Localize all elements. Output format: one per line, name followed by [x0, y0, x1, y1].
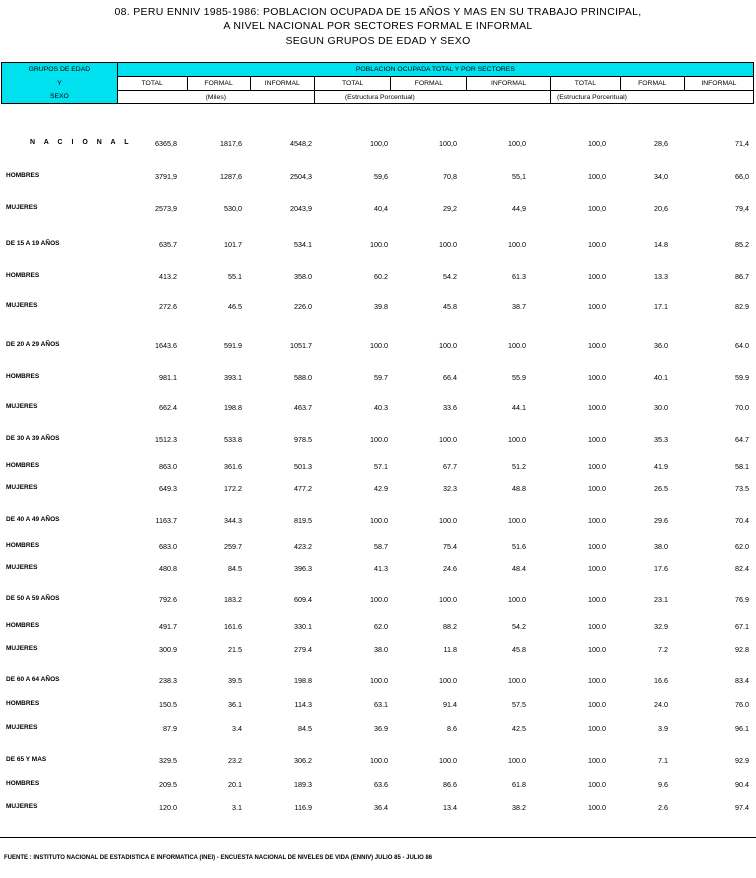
- row-value: 480.8: [159, 564, 177, 573]
- table-row: [0, 540, 756, 556]
- row-value: 100,0: [508, 139, 526, 148]
- row-value: 100.0: [508, 676, 526, 685]
- row-value: 393.1: [224, 373, 242, 382]
- row-value: 36.1: [228, 700, 242, 709]
- row-value: 1163.7: [155, 516, 177, 525]
- row-value: 101.7: [224, 240, 242, 249]
- row-value: 62.0: [735, 542, 749, 551]
- row-value: 100.0: [370, 240, 388, 249]
- row-value: 501.3: [294, 462, 312, 471]
- row-value: 819.5: [294, 516, 312, 525]
- row-label: N A C I O N A L: [30, 139, 133, 146]
- row-label: DE 20 A 29 AÑOS: [6, 341, 60, 348]
- table-row: [0, 482, 756, 498]
- row-value: 7.2: [658, 645, 668, 654]
- row-label: MUJERES: [6, 645, 38, 652]
- row-value: 2504,3: [290, 172, 312, 181]
- row-label: MUJERES: [6, 724, 38, 731]
- row-label: HOMBRES: [6, 622, 40, 629]
- row-label: MUJERES: [6, 403, 38, 410]
- row-value: 358.0: [294, 272, 312, 281]
- row-value: 44.1: [512, 403, 526, 412]
- row-value: 58.7: [374, 542, 388, 551]
- row-value: 3.9: [658, 724, 668, 733]
- row-value: 14.8: [654, 240, 668, 249]
- row-value: 90.4: [735, 780, 749, 789]
- row-value: 172.2: [224, 484, 242, 493]
- row-value: 79,4: [735, 204, 749, 213]
- header-col-5: FORMAL: [391, 77, 467, 91]
- row-value: 209.5: [159, 780, 177, 789]
- title-line-1: 08. PERU ENNIV 1985-1986: POBLACION OCUPADA DE 15 AÑOS Y MAS EN SU TRABAJO PRINCIPAL,: [114, 6, 642, 18]
- row-value: 683.0: [159, 542, 177, 551]
- row-value: 66.4: [443, 373, 457, 382]
- row-value: 40.3: [374, 403, 388, 412]
- row-value: 300.9: [159, 645, 177, 654]
- table-row: [0, 722, 756, 738]
- header-corner-1: GRUPOS DE EDAD: [2, 63, 118, 77]
- row-value: 88.2: [443, 622, 457, 631]
- row-value: 100.0: [588, 645, 606, 654]
- row-value: 4548,2: [290, 139, 312, 148]
- header-col-4: TOTAL: [314, 77, 391, 91]
- row-value: 64.7: [735, 435, 749, 444]
- row-value: 54.2: [443, 272, 457, 281]
- row-value: 100.0: [439, 516, 457, 525]
- row-value: 100,0: [588, 172, 606, 181]
- table-header: [1, 62, 754, 104]
- row-value: 396.3: [294, 564, 312, 573]
- row-value: 59.9: [735, 373, 749, 382]
- row-value: 36.9: [374, 724, 388, 733]
- row-value: 84.5: [228, 564, 242, 573]
- header-span-title: POBLACION OCUPADA TOTAL Y POR SECTORES: [117, 63, 753, 77]
- table-row: [0, 339, 756, 355]
- row-value: 64.0: [735, 341, 749, 350]
- row-value: 100.0: [439, 341, 457, 350]
- row-value: 38.0: [374, 645, 388, 654]
- row-label: MUJERES: [6, 302, 38, 309]
- row-value: 100,0: [588, 139, 606, 148]
- row-value: 329.5: [159, 756, 177, 765]
- header-corner-2: Y: [2, 77, 118, 91]
- row-value: 26.5: [654, 484, 668, 493]
- row-value: 120.0: [159, 803, 177, 812]
- row-value: 28,6: [654, 139, 668, 148]
- table-row: [0, 562, 756, 578]
- row-value: 61.8: [512, 780, 526, 789]
- row-value: 100.0: [508, 240, 526, 249]
- row-value: 30.0: [654, 403, 668, 412]
- row-value: 259.7: [224, 542, 242, 551]
- row-value: 100.0: [508, 341, 526, 350]
- row-value: 55.9: [512, 373, 526, 382]
- row-value: 100.0: [588, 622, 606, 631]
- row-value: 97.4: [735, 803, 749, 812]
- row-value: 361.6: [224, 462, 242, 471]
- table-row: [0, 137, 756, 153]
- row-value: 83.4: [735, 676, 749, 685]
- title-line-3: SEGUN GRUPOS DE EDAD Y SEXO: [285, 35, 471, 47]
- table-row: [0, 801, 756, 817]
- footer-divider: [0, 837, 756, 838]
- row-label: MUJERES: [6, 564, 38, 571]
- row-value: 100.0: [508, 516, 526, 525]
- row-value: 76.0: [735, 700, 749, 709]
- row-value: 238.3: [159, 676, 177, 685]
- row-value: 41.9: [654, 462, 668, 471]
- row-value: 100.0: [439, 435, 457, 444]
- row-value: 57.1: [374, 462, 388, 471]
- row-value: 13.3: [654, 272, 668, 281]
- row-value: 59.7: [374, 373, 388, 382]
- row-value: 423.2: [294, 542, 312, 551]
- row-value: 635.7: [159, 240, 177, 249]
- row-label: HOMBRES: [6, 373, 40, 380]
- row-label: DE 15 A 19 AÑOS: [6, 240, 60, 247]
- row-value: 100.0: [588, 803, 606, 812]
- row-value: 100.0: [439, 595, 457, 604]
- row-value: 59,6: [374, 172, 388, 181]
- table-row: [0, 300, 756, 316]
- row-value: 51.6: [512, 542, 526, 551]
- row-value: 100.0: [439, 676, 457, 685]
- table-row: [0, 460, 756, 476]
- row-value: 100.0: [588, 516, 606, 525]
- row-value: 92.9: [735, 756, 749, 765]
- row-value: 100.0: [370, 516, 388, 525]
- row-value: 662.4: [159, 403, 177, 412]
- row-value: 76.9: [735, 595, 749, 604]
- row-value: 863.0: [159, 462, 177, 471]
- row-value: 45.8: [443, 302, 457, 311]
- row-label: MUJERES: [6, 803, 38, 810]
- row-value: 82.4: [735, 564, 749, 573]
- row-value: 57.5: [512, 700, 526, 709]
- row-value: 33.6: [443, 403, 457, 412]
- row-value: 100.0: [370, 595, 388, 604]
- table-row: [0, 202, 756, 218]
- row-value: 9.6: [658, 780, 668, 789]
- row-value: 55,1: [512, 172, 526, 181]
- row-value: 981.1: [159, 373, 177, 382]
- table-row: [0, 643, 756, 659]
- row-value: 20,6: [654, 204, 668, 213]
- row-value: 84.5: [298, 724, 312, 733]
- row-value: 306.2: [294, 756, 312, 765]
- row-value: 17.1: [654, 302, 668, 311]
- table-row: [0, 170, 756, 186]
- row-value: 1817,6: [220, 139, 242, 148]
- row-value: 38.0: [654, 542, 668, 551]
- row-value: 36.4: [374, 803, 388, 812]
- row-value: 40,4: [374, 204, 388, 213]
- row-value: 100.0: [439, 756, 457, 765]
- row-value: 591.9: [224, 341, 242, 350]
- row-value: 272.6: [159, 302, 177, 311]
- row-value: 91.4: [443, 700, 457, 709]
- row-value: 20.1: [228, 780, 242, 789]
- row-value: 24.6: [443, 564, 457, 573]
- row-value: 85.2: [735, 240, 749, 249]
- row-value: 46.5: [228, 302, 242, 311]
- row-value: 34,0: [654, 172, 668, 181]
- header-col-2: FORMAL: [187, 77, 250, 91]
- table-row: [0, 401, 756, 417]
- row-value: 100.0: [370, 341, 388, 350]
- row-value: 55.1: [228, 272, 242, 281]
- row-value: 100.0: [439, 240, 457, 249]
- row-label: HOMBRES: [6, 542, 40, 549]
- row-value: 100.0: [508, 595, 526, 604]
- row-value: 100.0: [588, 595, 606, 604]
- row-value: 114.3: [294, 700, 312, 709]
- row-value: 8.6: [447, 724, 457, 733]
- table-row: [0, 778, 756, 794]
- row-value: 588.0: [294, 373, 312, 382]
- row-value: 1051.7: [290, 341, 312, 350]
- table-row: [0, 754, 756, 770]
- table-row: [0, 674, 756, 690]
- table-row: [0, 433, 756, 449]
- row-value: 100.0: [370, 435, 388, 444]
- header-unit-pct-1: (Estructura Porcentual): [314, 91, 550, 104]
- row-label: HOMBRES: [6, 462, 40, 469]
- row-value: 3791,9: [155, 172, 177, 181]
- row-label: DE 40 A 49 AÑOS: [6, 516, 60, 523]
- row-value: 2043,9: [290, 204, 312, 213]
- row-value: 1287,6: [220, 172, 242, 181]
- table-row: [0, 593, 756, 609]
- row-value: 100.0: [588, 484, 606, 493]
- row-value: 70.4: [735, 516, 749, 525]
- row-value: 41.3: [374, 564, 388, 573]
- row-value: 116.9: [294, 803, 312, 812]
- table-row: [0, 371, 756, 387]
- row-value: 70,8: [443, 172, 457, 181]
- row-value: 86.6: [443, 780, 457, 789]
- row-value: 100.0: [588, 780, 606, 789]
- row-value: 67.1: [735, 622, 749, 631]
- header-col-8: FORMAL: [620, 77, 684, 91]
- row-label: HOMBRES: [6, 272, 40, 279]
- table-row: [0, 270, 756, 286]
- row-value: 491.7: [159, 622, 177, 631]
- row-value: 42.9: [374, 484, 388, 493]
- row-value: 11.8: [443, 645, 457, 654]
- row-value: 609.4: [294, 595, 312, 604]
- row-value: 100.0: [370, 756, 388, 765]
- header-unit-miles: (Miles): [117, 91, 314, 104]
- title-line-2: A NIVEL NACIONAL POR SECTORES FORMAL E INFORMAL: [223, 20, 533, 32]
- row-value: 23.2: [228, 756, 242, 765]
- row-value: 38.2: [512, 803, 526, 812]
- row-value: 66,0: [735, 172, 749, 181]
- row-value: 38.7: [512, 302, 526, 311]
- row-value: 533.8: [224, 435, 242, 444]
- table-row: [0, 698, 756, 714]
- row-value: 330.1: [294, 622, 312, 631]
- row-value: 100.0: [588, 564, 606, 573]
- row-label: DE 65 Y MAS: [6, 756, 47, 763]
- header-col-9: INFORMAL: [684, 77, 753, 91]
- row-label: MUJERES: [6, 204, 38, 211]
- row-value: 44,9: [512, 204, 526, 213]
- row-value: 279.4: [294, 645, 312, 654]
- row-value: 7.1: [658, 756, 668, 765]
- row-value: 45.8: [512, 645, 526, 654]
- row-value: 100.0: [588, 373, 606, 382]
- row-value: 60.2: [374, 272, 388, 281]
- header-col-7: TOTAL: [550, 77, 620, 91]
- row-value: 100.0: [508, 756, 526, 765]
- row-value: 189.3: [294, 780, 312, 789]
- row-value: 198.8: [294, 676, 312, 685]
- row-value: 100.0: [588, 724, 606, 733]
- table-row: [0, 620, 756, 636]
- row-value: 1512.3: [155, 435, 177, 444]
- row-value: 1643.6: [155, 341, 177, 350]
- row-value: 792.6: [159, 595, 177, 604]
- row-value: 198.8: [224, 403, 242, 412]
- row-value: 226.0: [294, 302, 312, 311]
- header-col-3: INFORMAL: [250, 77, 314, 91]
- row-value: 463.7: [294, 403, 312, 412]
- row-value: 150.5: [159, 700, 177, 709]
- row-value: 100.0: [588, 435, 606, 444]
- row-value: 3.4: [232, 724, 242, 733]
- row-value: 2573,9: [155, 204, 177, 213]
- row-value: 29.6: [654, 516, 668, 525]
- row-value: 2.6: [658, 803, 668, 812]
- row-value: 100.0: [508, 435, 526, 444]
- row-value: 48.8: [512, 484, 526, 493]
- header-col-1: TOTAL: [117, 77, 187, 91]
- row-value: 39.8: [374, 302, 388, 311]
- row-value: 92.8: [735, 645, 749, 654]
- row-value: 21.5: [228, 645, 242, 654]
- row-value: 23.1: [654, 595, 668, 604]
- row-value: 73.5: [735, 484, 749, 493]
- row-value: 42.5: [512, 724, 526, 733]
- row-value: 100.0: [588, 700, 606, 709]
- row-value: 61.3: [512, 272, 526, 281]
- row-value: 100.0: [588, 676, 606, 685]
- row-value: 978.5: [294, 435, 312, 444]
- row-value: 413.2: [159, 272, 177, 281]
- row-value: 100,0: [370, 139, 388, 148]
- row-value: 100.0: [588, 542, 606, 551]
- row-value: 75.4: [443, 542, 457, 551]
- row-value: 530,0: [224, 204, 242, 213]
- row-value: 534.1: [294, 240, 312, 249]
- row-value: 29,2: [443, 204, 457, 213]
- row-value: 51.2: [512, 462, 526, 471]
- row-value: 100.0: [588, 403, 606, 412]
- row-value: 67.7: [443, 462, 457, 471]
- row-value: 100.0: [588, 341, 606, 350]
- row-value: 40.1: [654, 373, 668, 382]
- row-value: 100.0: [588, 462, 606, 471]
- row-value: 16.6: [654, 676, 668, 685]
- row-label: HOMBRES: [6, 780, 40, 787]
- row-value: 63.1: [374, 700, 388, 709]
- row-value: 649.3: [159, 484, 177, 493]
- row-label: HOMBRES: [6, 700, 40, 707]
- row-value: 100.0: [370, 676, 388, 685]
- row-value: 100.0: [588, 272, 606, 281]
- row-value: 96.1: [735, 724, 749, 733]
- row-value: 70.0: [735, 403, 749, 412]
- header-unit-pct-2: (Estructura Porcentual): [550, 91, 753, 104]
- row-value: 54.2: [512, 622, 526, 631]
- row-value: 477.2: [294, 484, 312, 493]
- row-value: 32.9: [654, 622, 668, 631]
- row-value: 71,4: [735, 139, 749, 148]
- row-value: 100.0: [588, 756, 606, 765]
- row-value: 13.4: [443, 803, 457, 812]
- row-label: MUJERES: [6, 484, 38, 491]
- row-value: 62.0: [374, 622, 388, 631]
- row-value: 100,0: [588, 204, 606, 213]
- header-col-6: INFORMAL: [467, 77, 551, 91]
- row-label: DE 60 A 64 AÑOS: [6, 676, 60, 683]
- row-value: 87.9: [163, 724, 177, 733]
- row-value: 100,0: [439, 139, 457, 148]
- row-value: 32.3: [443, 484, 457, 493]
- header-corner-3: SEXO: [2, 91, 118, 104]
- row-value: 183.2: [224, 595, 242, 604]
- row-value: 63.6: [374, 780, 388, 789]
- row-value: 100.0: [588, 302, 606, 311]
- table-row: [0, 238, 756, 254]
- row-label: HOMBRES: [6, 172, 40, 179]
- row-value: 344.3: [224, 516, 242, 525]
- table-row: [0, 514, 756, 530]
- row-value: 39.5: [228, 676, 242, 685]
- row-value: 48.4: [512, 564, 526, 573]
- row-value: 82.9: [735, 302, 749, 311]
- row-value: 24.0: [654, 700, 668, 709]
- source-note: FUENTE : INSTITUTO NACIONAL DE ESTADISTICA E INFORMATICA (INEI) - ENCUESTA NACIONAL DE NIVELES DE VIDA (ENNIV) JULIO 85 - JULIO 86: [4, 855, 433, 861]
- row-value: 3.1: [232, 803, 242, 812]
- row-value: 6365,8: [155, 139, 177, 148]
- row-value: 58.1: [735, 462, 749, 471]
- row-label: DE 50 A 59 AÑOS: [6, 595, 60, 602]
- row-value: 36.0: [654, 341, 668, 350]
- row-value: 100.0: [588, 240, 606, 249]
- row-value: 17.6: [654, 564, 668, 573]
- row-label: DE 30 A 39 AÑOS: [6, 435, 60, 442]
- row-value: 161.6: [224, 622, 242, 631]
- row-value: 35.3: [654, 435, 668, 444]
- row-value: 86.7: [735, 272, 749, 281]
